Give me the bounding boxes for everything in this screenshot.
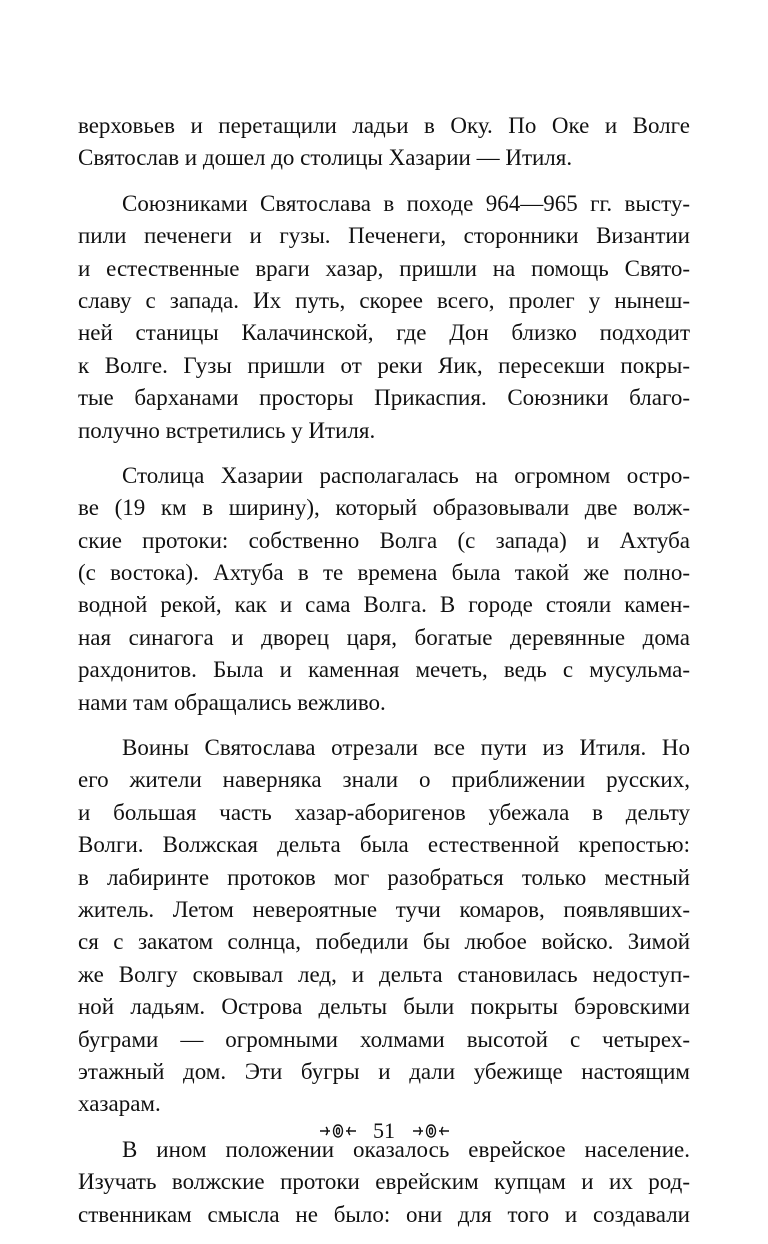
text-line: водной рекой, как и сама Волга. В городе стояли камен- bbox=[78, 592, 690, 618]
text-line: ственникам смысла не было: они для того и создавали bbox=[78, 1201, 690, 1227]
paragraph-3 bbox=[78, 460, 690, 719]
text-line: его жители наверняка знали о приближении русских, bbox=[78, 767, 690, 793]
text-line: ной ладьям. Острова дельты были покрыты бэровскими bbox=[78, 994, 690, 1020]
text-line: же Волгу сковывал лед, и дельта становилась недоступ- bbox=[78, 961, 690, 987]
text-line: ная синагога и дворец царя, богатые деревянные дома bbox=[78, 624, 690, 650]
floral-ornament-icon bbox=[318, 1122, 358, 1140]
text-line: и большая часть хазар-аборигенов убежала в дельту bbox=[78, 799, 690, 825]
text-line: Изучать волжские протоки еврейским купцам и их род- bbox=[78, 1169, 690, 1195]
text-line: хазарам. bbox=[78, 1091, 161, 1117]
text-line: верховьев и перетащили ладьи в Оку. По Оке и Волге bbox=[78, 113, 690, 138]
text-line: буграми — огромными холмами высотой с четырех- bbox=[78, 1026, 690, 1052]
text-line: Воины Святослава отрезали все пути из Итиля. Но bbox=[122, 735, 690, 761]
text-line: к Волге. Гузы пришли от реки Яик, пересекши покры- bbox=[78, 352, 690, 378]
text-line: нами там обращались вежливо. bbox=[78, 689, 386, 715]
text-line: тые барханами просторы Прикаспия. Союзники благо- bbox=[78, 385, 690, 411]
text-line: пили печенеги и гузы. Печенеги, сторонники Византии bbox=[78, 223, 690, 249]
text-line: этажный дом. Эти бугры и дали убежище настоящим bbox=[78, 1058, 690, 1084]
text-line: получно встретились у Итиля. bbox=[78, 417, 376, 443]
text-line: (с востока). Ахтуба в те времена была такой же полно- bbox=[78, 560, 690, 586]
text-line: Союзниками Святослава в походе 964—965 гг. высту- bbox=[122, 190, 690, 216]
text-line: рахдонитов. Была и каменная мечеть, ведь с мусульма- bbox=[78, 657, 690, 683]
text-line: славу с запада. Их путь, скорее всего, пролег у нынеш- bbox=[78, 287, 690, 313]
text-line: ве (19 км в ширину), который образовывали две волж- bbox=[78, 495, 690, 521]
paragraph-2 bbox=[78, 188, 690, 447]
paragraph-5 bbox=[78, 1134, 690, 1231]
text-line: и естественные враги хазар, пришли на помощь Свято- bbox=[78, 255, 690, 281]
text-line: В ином положении оказалось еврейское население. bbox=[122, 1136, 690, 1162]
floral-ornament-icon bbox=[411, 1122, 451, 1140]
text-line: ские протоки: собственно Волга (с запада) и Ахтуба bbox=[78, 527, 690, 553]
text-line: Столица Хазарии располагалась на огромном остро- bbox=[122, 462, 690, 488]
text-line: ней станицы Калачинской, где Дон близко подходит bbox=[78, 320, 690, 346]
page-number: 51 bbox=[373, 1117, 395, 1143]
page-footer bbox=[0, 1116, 768, 1144]
text-line: Волги. Волжская дельта была естественной крепостью: bbox=[78, 832, 690, 858]
text-line: Святослав и дошел до столицы Хазарии — Итиля. bbox=[78, 145, 573, 171]
text-line: житель. Летом невероятные тучи комаров, появлявших- bbox=[78, 896, 690, 922]
paragraph-4 bbox=[78, 732, 690, 1121]
text-line: ся с закатом солнца, победили бы любое войско. Зимой bbox=[78, 929, 690, 955]
paragraph-1 bbox=[78, 110, 690, 175]
page-body bbox=[78, 110, 690, 1244]
text-line: в лабиринте протоков мог разобраться только местный bbox=[78, 864, 690, 890]
